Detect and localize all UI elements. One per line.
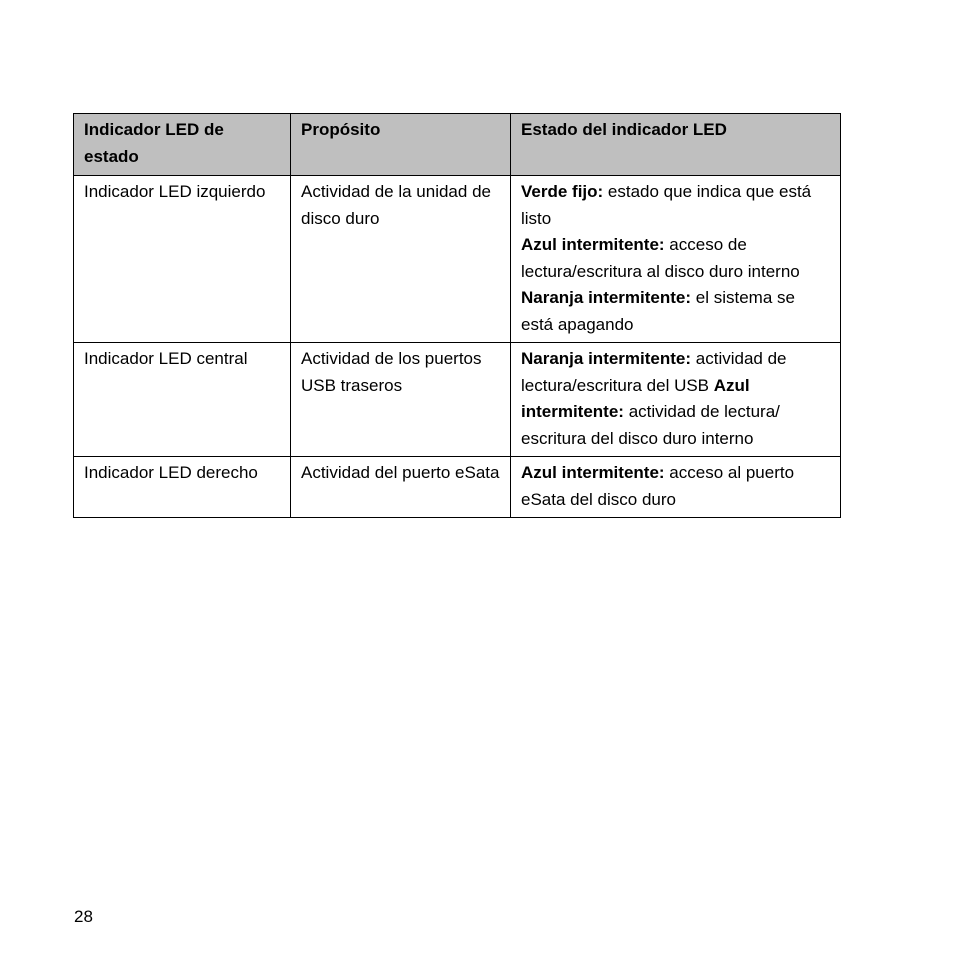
- indicator-cell: Indicador LED derecho: [74, 457, 291, 518]
- header-state: Estado del indicador LED: [511, 114, 841, 176]
- state-text: actividad de lectura/escritura del USB: [521, 349, 787, 395]
- state-text: el sistema se está apagando: [521, 288, 795, 334]
- state-entry: [521, 232, 830, 285]
- header-purpose: Propósito: [291, 114, 511, 176]
- table-row: [74, 343, 841, 457]
- state-label: Azul intermitente:: [521, 375, 750, 421]
- purpose-cell: Actividad del puerto eSata: [291, 457, 511, 518]
- table-row: [74, 176, 841, 343]
- state-text: acceso al puerto eSata del disco duro: [521, 463, 795, 509]
- indicator-cell: Indicador LED izquierdo: [74, 176, 291, 343]
- state-text: actividad de lectura/ escritura del disco duro interno: [521, 402, 780, 448]
- page-number: 28: [74, 907, 93, 926]
- led-indicator-table: [73, 113, 841, 518]
- state-text: estado que indica que está listo: [521, 182, 812, 228]
- state-label: Verde fijo:: [521, 182, 604, 201]
- state-cell: [511, 176, 841, 343]
- state-label: Azul intermitente:: [521, 235, 665, 254]
- state-cell: [511, 343, 841, 457]
- state-label: Azul intermitente:: [521, 463, 665, 482]
- state-cell: [511, 457, 841, 518]
- indicator-cell: Indicador LED central: [74, 343, 291, 457]
- table-row: [74, 457, 841, 518]
- purpose-cell: Actividad de la unidad de disco duro: [291, 176, 511, 343]
- state-label: Naranja intermitente:: [521, 288, 692, 307]
- purpose-cell: Actividad de los puertos USB traseros: [291, 343, 511, 457]
- header-indicator: Indicador LED de estado: [74, 114, 291, 176]
- state-entry: [521, 285, 830, 338]
- state-label: Naranja intermitente:: [521, 349, 692, 368]
- state-entry: [521, 179, 830, 232]
- table-header-row: [74, 114, 841, 176]
- state-text: acceso de lectura/escritura al disco duro interno: [521, 235, 800, 281]
